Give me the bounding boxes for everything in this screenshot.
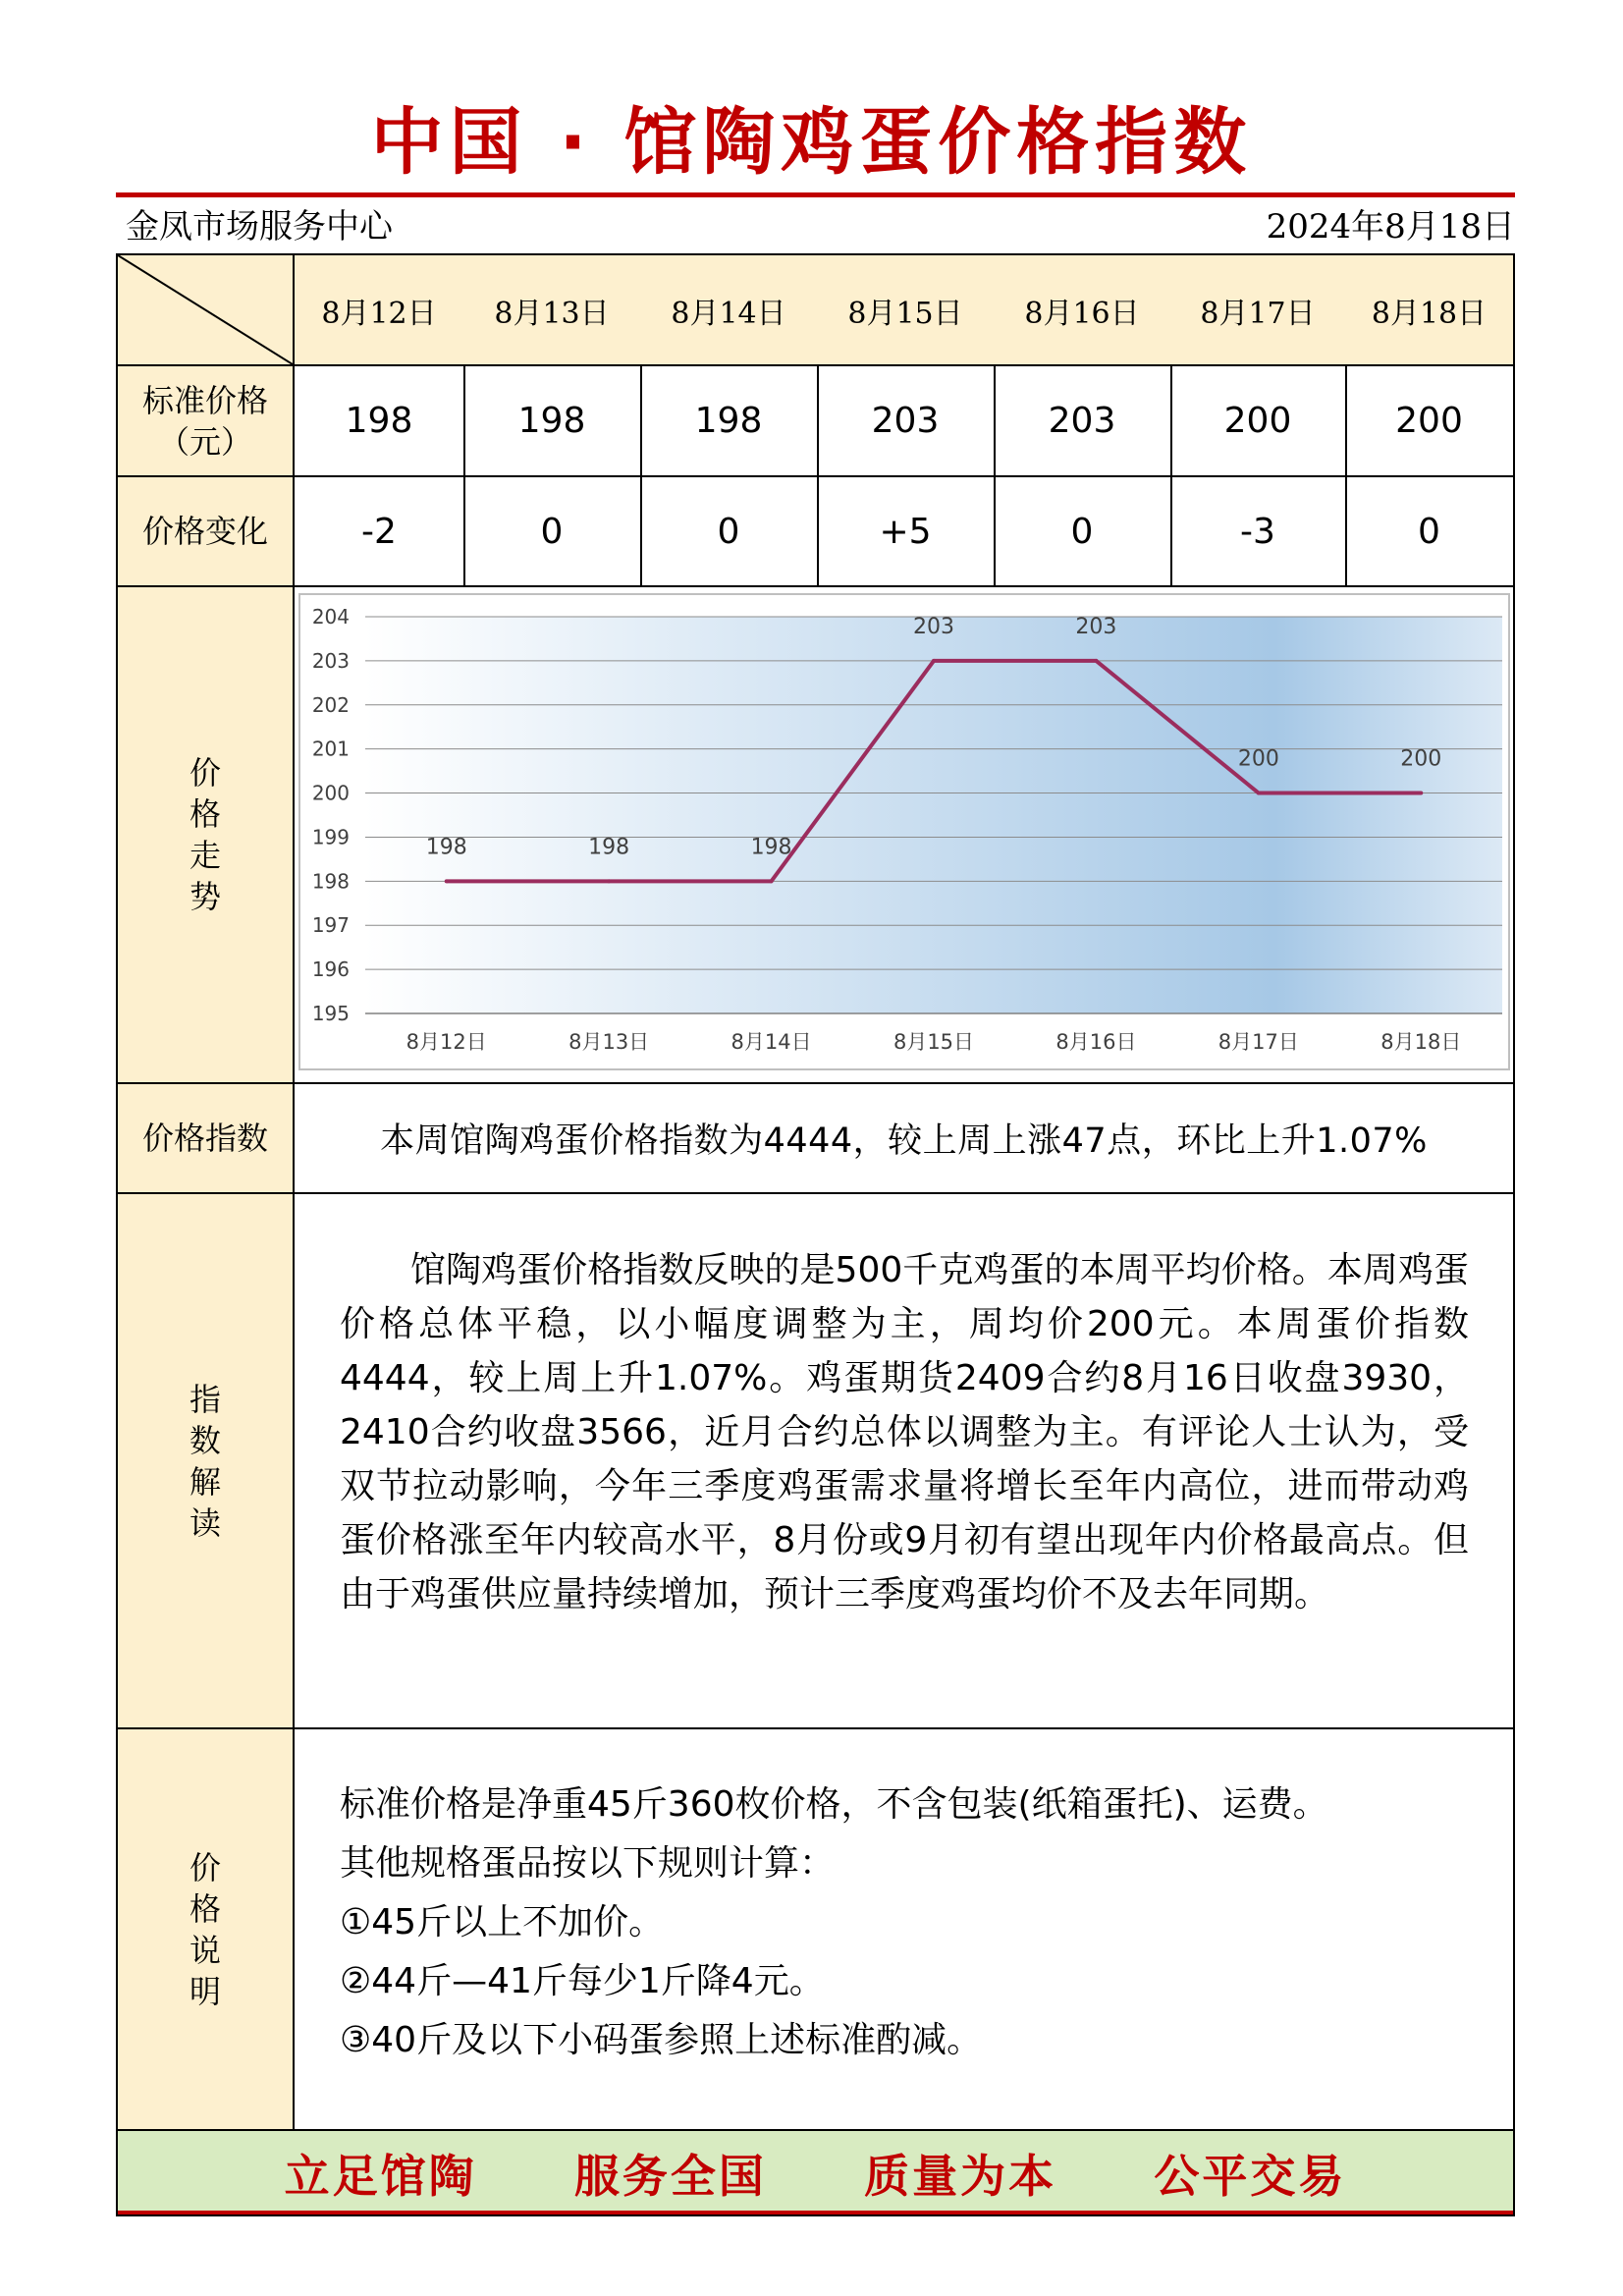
price-change-cell: -2 — [361, 511, 397, 552]
note-line: ①45斤以上不加价。 — [340, 1902, 665, 1942]
slogan: 质量为本 — [864, 2149, 1057, 2203]
slogan: 立足馆陶 — [284, 2149, 477, 2203]
price-table — [116, 253, 1515, 2216]
date-header-cell: 8月14日 — [640, 255, 817, 364]
note-line: 标准价格是净重45斤360枚价格，不含包装(纸箱蛋托)、运费。 — [340, 1784, 1328, 1825]
title-divider — [116, 192, 1515, 197]
diagonal-line — [118, 255, 293, 364]
date-header-cell: 8月12日 — [295, 255, 463, 364]
x-tick-label: 8月16日 — [1055, 1030, 1137, 1054]
y-tick-label: 202 — [311, 692, 350, 717]
date-header-cell: 8月17日 — [1170, 255, 1345, 364]
data-point — [607, 879, 611, 883]
y-tick-label: 201 — [311, 737, 350, 761]
x-tick-label: 8月14日 — [730, 1030, 812, 1054]
y-tick-label: 199 — [311, 825, 350, 849]
report-date: 2024年8月18日 — [1266, 207, 1515, 246]
price-change-cell: -3 — [1240, 511, 1275, 552]
page-title: 中国 · 馆陶鸡蛋价格指数 — [370, 100, 1253, 185]
y-tick-label: 204 — [311, 605, 350, 629]
data-point — [445, 879, 449, 883]
price-change-cell: 0 — [1070, 511, 1094, 552]
price-cell: 203 — [1048, 401, 1116, 441]
data-label: 198 — [588, 835, 630, 860]
data-point — [1094, 659, 1098, 663]
interpretation-text: 馆陶鸡蛋价格指数反映的是500千克鸡蛋的本周平均价格。本周鸡蛋价格总体平稳，以小幅度调整为主，周均价200元。本周蛋价指数4444，较上周上升1.07%。鸡蛋期货2409合约8月16日收盘3930，2410合约收盘3566，近月合约总体以调整为主。有评论人士认为，受双节拉动影响，今年三季度鸡蛋需求量将增长至年内高位，进而带动鸡蛋价格涨至年内较高水平，8月份或9月初有望出现年内价格最高点。但由于鸡蛋供应量持续增加，预计三季度鸡蛋均价不及去年同期。 — [340, 1250, 1469, 1614]
note-line: ②44斤—41斤每少1斤降4元。 — [340, 1961, 825, 2001]
date-header-cell: 8月18日 — [1345, 255, 1513, 364]
price-change-cell: 0 — [540, 511, 564, 552]
price-cell: 200 — [1395, 401, 1463, 441]
price-trend-chart — [298, 593, 1510, 1070]
price-cell: 200 — [1223, 401, 1292, 441]
notes-list — [340, 1776, 1479, 2070]
y-tick-label: 196 — [311, 957, 350, 982]
row-divider — [118, 1727, 1513, 1729]
y-tick-label: 198 — [311, 869, 350, 894]
organization-name: 金凤市场服务中心 — [126, 207, 393, 246]
price-cell: 198 — [694, 401, 763, 441]
x-tick-label: 8月17日 — [1217, 1030, 1299, 1054]
interpretation-row-label: 指 数 解 读 — [118, 1194, 293, 1727]
data-label: 198 — [425, 835, 467, 860]
x-tick-label: 8月15日 — [893, 1030, 975, 1054]
data-point — [1257, 792, 1261, 795]
index-summary: 本周馆陶鸡蛋价格指数为4444，较上周上涨47点，环比上升1.07% — [380, 1121, 1428, 1161]
data-point — [1419, 792, 1423, 795]
x-tick-label: 8月13日 — [568, 1030, 650, 1054]
x-tick-label: 8月18日 — [1380, 1030, 1462, 1054]
data-label: 203 — [913, 614, 954, 639]
notes-row-label: 价 格 说 明 — [118, 1729, 293, 2129]
row-divider — [118, 1192, 1513, 1194]
data-label: 200 — [1400, 746, 1442, 772]
row-divider — [118, 585, 1513, 587]
slogan: 公平交易 — [1154, 2149, 1347, 2203]
y-tick-label: 203 — [311, 648, 350, 673]
note-line: 其他规格蛋品按以下规则计算： — [340, 1843, 836, 1884]
data-label: 198 — [750, 835, 792, 860]
corner-cell — [118, 255, 293, 364]
date-header-cell: 8月15日 — [817, 255, 994, 364]
data-point — [770, 879, 774, 883]
y-tick-label: 200 — [311, 781, 350, 805]
price-row-label: 标准价格 （元） — [118, 366, 293, 475]
price-change-cell: 0 — [1418, 511, 1440, 552]
date-header-cell: 8月13日 — [463, 255, 640, 364]
price-cell: 198 — [517, 401, 586, 441]
x-tick-label: 8月12日 — [406, 1030, 487, 1054]
plot-area — [365, 614, 1502, 1013]
footer-slogans — [118, 2131, 1513, 2214]
price-cell: 203 — [871, 401, 940, 441]
index-row-label: 价格指数 — [118, 1084, 293, 1192]
change-row-label: 价格变化 — [118, 477, 293, 585]
note-line: ③40斤及以下小码蛋参照上述标准酌减。 — [340, 2020, 983, 2060]
price-change-cell: +5 — [879, 511, 932, 552]
line-chart — [300, 595, 1508, 1068]
price-change-cell: 0 — [717, 511, 740, 552]
data-label: 200 — [1237, 746, 1279, 772]
data-point — [932, 659, 936, 663]
slogan: 服务全国 — [573, 2149, 767, 2203]
trend-row-label: 价 格 走 势 — [118, 587, 293, 1082]
price-cell: 198 — [345, 401, 413, 441]
y-tick-label: 197 — [311, 913, 350, 938]
footer-divider — [118, 2211, 1513, 2214]
y-tick-label: 195 — [311, 1002, 350, 1025]
data-label: 203 — [1075, 614, 1117, 639]
date-header-cell: 8月16日 — [994, 255, 1170, 364]
